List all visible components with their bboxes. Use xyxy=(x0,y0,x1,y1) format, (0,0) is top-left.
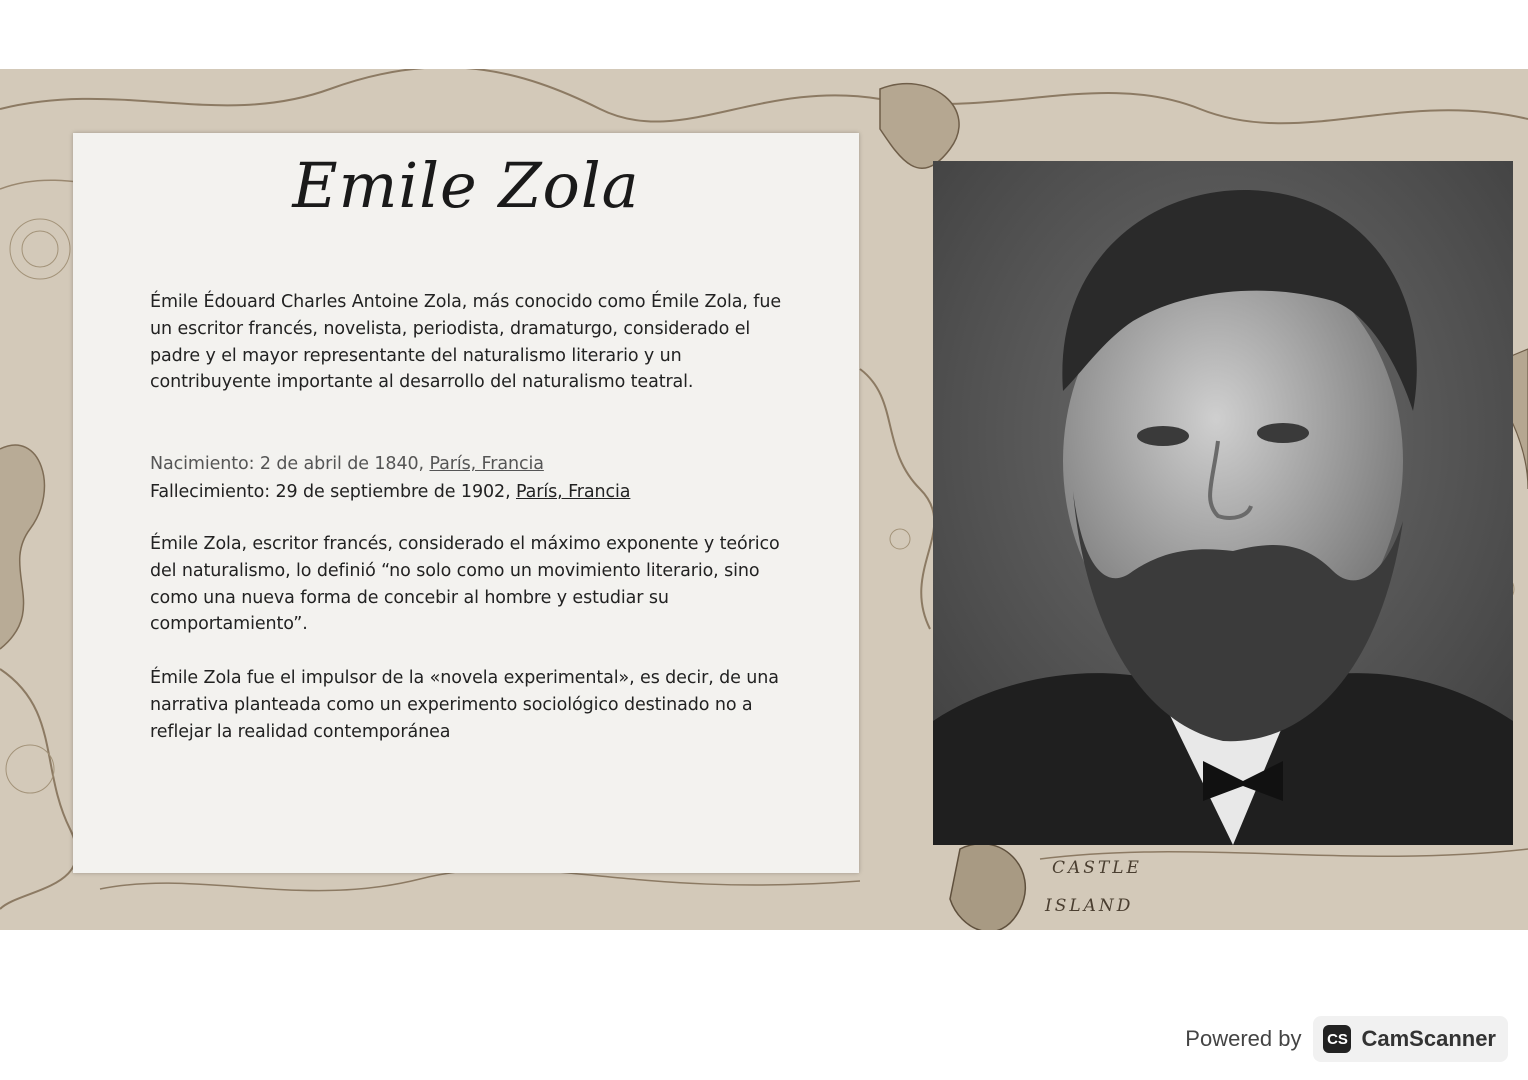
camscanner-logo-icon: CS xyxy=(1323,1025,1351,1053)
map-label-castle: CASTLE xyxy=(1052,858,1142,878)
birth-place-link[interactable]: París, Francia xyxy=(429,454,544,474)
birth-label: Nacimiento: 2 de abril de 1840, xyxy=(150,454,430,474)
death-line xyxy=(150,479,800,506)
death-place-link[interactable]: París, Francia xyxy=(516,482,631,502)
slide xyxy=(0,69,1528,930)
naturalism-paragraph: Émile Zola, escritor francés, considerado el máximo exponente y teórico del naturalismo, lo definió “no solo como un movimiento literario, sino como una nueva forma de concebir al hombre y estudiar su comportamiento”. xyxy=(150,534,780,635)
page-title: Emile Zola xyxy=(292,149,640,222)
footer-watermark xyxy=(1185,1016,1508,1062)
camscanner-brand: CamScanner xyxy=(1361,1026,1496,1051)
info-card xyxy=(73,133,859,873)
intro-paragraph: Émile Édouard Charles Antoine Zola, más conocido como Émile Zola, fue un escritor francés, novelista, periodista, dramaturgo, considerado el padre y el mayor representante del naturalismo literario y un contribuyente importante al desarrollo del naturalismo teatral. xyxy=(150,292,782,393)
map-label-island: ISLAND xyxy=(1045,896,1134,916)
powered-by-text: Powered by xyxy=(1185,1026,1302,1051)
death-label: Fallecimiento: 29 de septiembre de 1902, xyxy=(150,482,516,502)
portrait-photo xyxy=(933,161,1513,845)
birth-line xyxy=(150,451,800,478)
camscanner-badge xyxy=(1313,1016,1508,1062)
experimental-novel-paragraph: Émile Zola fue el impulsor de la «novela experimental», es decir, de una narrativa planteada como un experimento sociológico destinado no a reflejar la realidad contemporánea xyxy=(150,668,779,742)
